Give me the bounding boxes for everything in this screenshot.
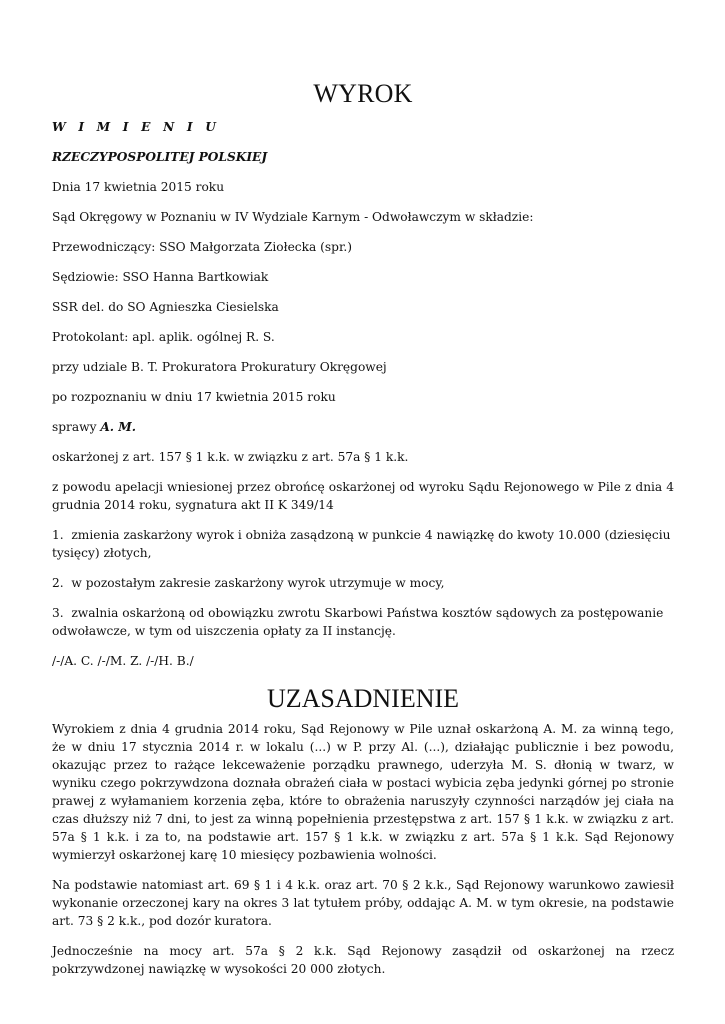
case-line [52,418,674,436]
judgment-document [52,78,674,990]
justification-title: UZASADNIENIE [266,684,460,713]
clerk-line: Protokolant: apl. aplik. ogólnej R. S. [52,330,275,344]
justification-paragraph: Na podstawie natomiast art. 69 § 1 i 4 k.k. oraz art. 70 § 2 k.k., Sąd Rejonowy warunkowo zawiesił wykonanie orzeczonej kary na okres 3 lat tytułem próby, oddając A. M. w tym okresie, na podstawie art. 73 § 2 k.k., pod dozór kuratora. [52,878,674,928]
ruling-item: 1. zmienia zaskarżony wyrok i obniża zasądzoną w punkcie 4 nawiązkę do kwoty 10.000 (dziesięciu tysięcy) złotych, [52,528,671,560]
judges-line: Sędziowie: SSO Hanna Bartkowiak [52,270,269,284]
charges-line: oskarżonej z art. 157 § 1 k.k. w związku z art. 57a § 1 k.k. [52,450,409,464]
delegated-judge: SSR del. do SO Agnieszka Ciesielska [52,300,279,314]
justification-paragraph: Wyrokiem z dnia 4 grudnia 2014 roku, Sąd Rejonowy w Pile uznał oskarżoną A. M. za winną tego, że w dniu 17 stycznia 2014 r. w lokalu (...) w P. przy Al. (...), działając publicznie i bez powodu, okazując przez to rażące lekceważenie porządku prawnego, uderzyła M. S. dłonią w twarz, w wyniku czego pokrzywdzona doznała obrażeń ciała w postaci wybicia zęba jedynki górnej po stronie prawej z wyłamaniem korzenia zęba, które to obrażenia naruszyły czynności narządów jej ciała na czas dłuższy niż 7 dni, to jest za winną popełnienia przestępstwa z art. 157 § 1 k.k. w związku z art. 57a § 1 k.k. i za to, na podstawie art. 157 § 1 k.k. w związku z art. 57a § 1 k.k. Sąd Rejonowy wymierzył oskarżonej karę 10 miesięcy pozbawienia wolności. [52,722,674,862]
ruling-item: 2. w pozostałym zakresie zaskarżony wyrok utrzymuje w mocy, [52,576,445,590]
case-prefix: sprawy [52,420,101,434]
case-name: A. M. [100,420,137,434]
court-line: Sąd Okręgowy w Poznaniu w IV Wydziale Karnym - Odwoławczym w składzie: [52,210,534,224]
heading-in-the-name: W I M I E N I U [52,120,221,134]
prosecutor-line: przy udziale B. T. Prokuratora Prokuratury Okręgowej [52,360,387,374]
presiding-judge: Przewodniczący: SSO Małgorzata Ziołecka (spr.) [52,240,353,254]
signatures: /-/A. C. /-/M. Z. /-/H. B./ [52,654,194,668]
hearing-line: po rozpoznaniu w dniu 17 kwietnia 2015 roku [52,390,336,404]
ruling-item: 3. zwalnia oskarżoną od obowiązku zwrotu Skarbowi Państwa kosztów sądowych za postępowanie odwoławcze, w tym od uiszczenia opłaty za II instancję. [52,606,664,638]
document-title: WYROK [313,79,413,108]
appeal-paragraph: z powodu apelacji wniesionej przez obrońcę oskarżonej od wyroku Sądu Rejonowego w Pile z dnia 4 grudnia 2014 roku, sygnatura akt II K 349/14 [52,480,674,512]
heading-republic: RZECZYPOSPOLITEJ POLSKIEJ [52,150,268,164]
date-line: Dnia 17 kwietnia 2015 roku [52,180,225,194]
justification-paragraph: Jednocześnie na mocy art. 57a § 2 k.k. Sąd Rejonowy zasądził od oskarżonej na rzecz pokrzywdzonej nawiązkę w wysokości 20 000 złotych. [52,944,674,976]
